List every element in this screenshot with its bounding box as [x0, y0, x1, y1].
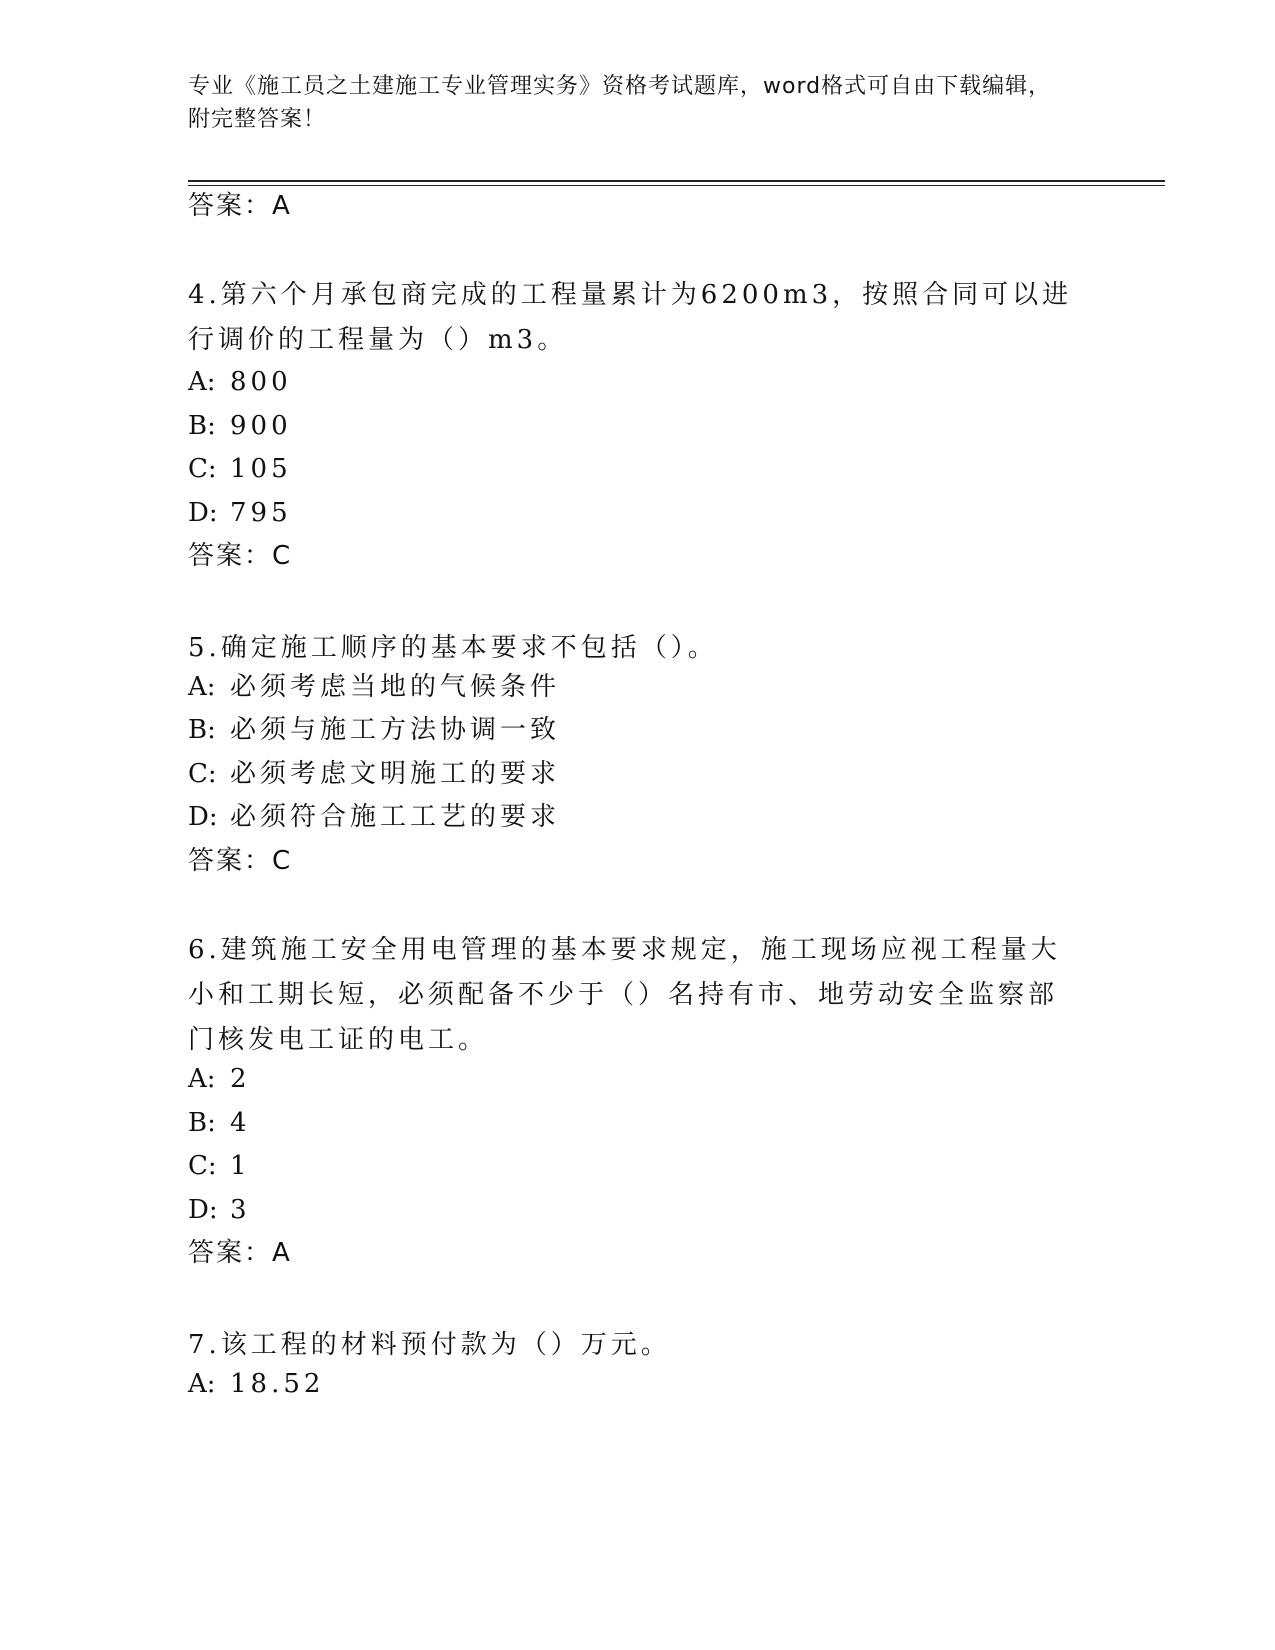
option-d — [188, 801, 560, 833]
option-b — [188, 1107, 251, 1139]
option-text: 18.52 — [230, 1369, 325, 1399]
option-text: 必须与施工方法协调一致 — [230, 715, 561, 745]
header-text: 专业《施工员之土建施工专业管理实务》资格考试题库，word格式可自由下载编辑，附完整答案！ — [188, 74, 1052, 132]
option-key: C: — [188, 759, 217, 789]
option-key: A: — [188, 367, 216, 397]
option-b — [188, 714, 560, 746]
answer-label: 答案： — [188, 541, 273, 571]
option-text: 必须符合施工工艺的要求 — [230, 802, 561, 832]
option-a — [188, 671, 560, 703]
answer-line — [188, 1237, 290, 1269]
answer-value: A — [272, 191, 290, 221]
answer-label: 答案： — [188, 1238, 273, 1268]
option-key: B: — [188, 715, 216, 745]
answer-line — [188, 540, 290, 572]
option-text: 795 — [230, 498, 292, 528]
option-key: C: — [188, 1151, 217, 1181]
option-text: 900 — [230, 411, 292, 441]
option-text: 1 — [230, 1151, 251, 1181]
option-key: D: — [188, 498, 218, 528]
answer-value: A — [272, 1238, 290, 1268]
option-text: 105 — [230, 454, 292, 484]
option-key: A: — [188, 672, 216, 702]
option-key: A: — [188, 1064, 216, 1094]
answer-line — [188, 845, 290, 877]
option-a — [188, 366, 292, 398]
question-text: 4.第六个月承包商完成的工程量累计为6200m3，按照合同可以进行调价的工程量为（）m3。 — [188, 280, 1073, 355]
option-text: 必须考虑当地的气候条件 — [230, 672, 561, 702]
option-key: B: — [188, 411, 216, 441]
option-text: 2 — [230, 1064, 251, 1094]
question-stem — [188, 928, 1078, 1063]
answer-value: C — [272, 541, 291, 571]
document-header — [188, 70, 1068, 136]
option-key: C: — [188, 454, 217, 484]
option-a — [188, 1368, 324, 1400]
header-rule-thin — [188, 185, 1165, 186]
option-a — [188, 1063, 251, 1095]
header-rule-thick — [188, 180, 1165, 182]
option-b — [188, 410, 292, 442]
question-stem — [188, 626, 1078, 671]
question-text: 7.该工程的材料预付款为（）万元。 — [188, 1330, 671, 1360]
option-key: D: — [188, 802, 218, 832]
option-d — [188, 1194, 251, 1226]
answer-value: C — [272, 846, 291, 876]
option-text: 必须考虑文明施工的要求 — [230, 759, 561, 789]
option-key: B: — [188, 1108, 216, 1138]
answer-label: 答案： — [188, 846, 273, 876]
question-text: 5.确定施工顺序的基本要求不包括（）。 — [188, 633, 718, 663]
option-text: 4 — [230, 1108, 251, 1138]
option-c — [188, 758, 560, 790]
option-c — [188, 1150, 251, 1182]
option-key: A: — [188, 1369, 216, 1399]
question-text: 6.建筑施工安全用电管理的基本要求规定，施工现场应视工程量大小和工期长短，必须配备不少于（）名持有市、地劳动安全监察部门核发电工证的电工。 — [188, 935, 1061, 1055]
question-stem — [188, 1323, 1078, 1368]
answer-label: 答案： — [188, 191, 273, 221]
option-text: 800 — [230, 367, 292, 397]
option-c — [188, 453, 292, 485]
option-text: 3 — [230, 1195, 251, 1225]
option-d — [188, 497, 292, 529]
question-stem — [188, 273, 1078, 363]
option-key: D: — [188, 1195, 218, 1225]
answer-line — [188, 190, 290, 222]
